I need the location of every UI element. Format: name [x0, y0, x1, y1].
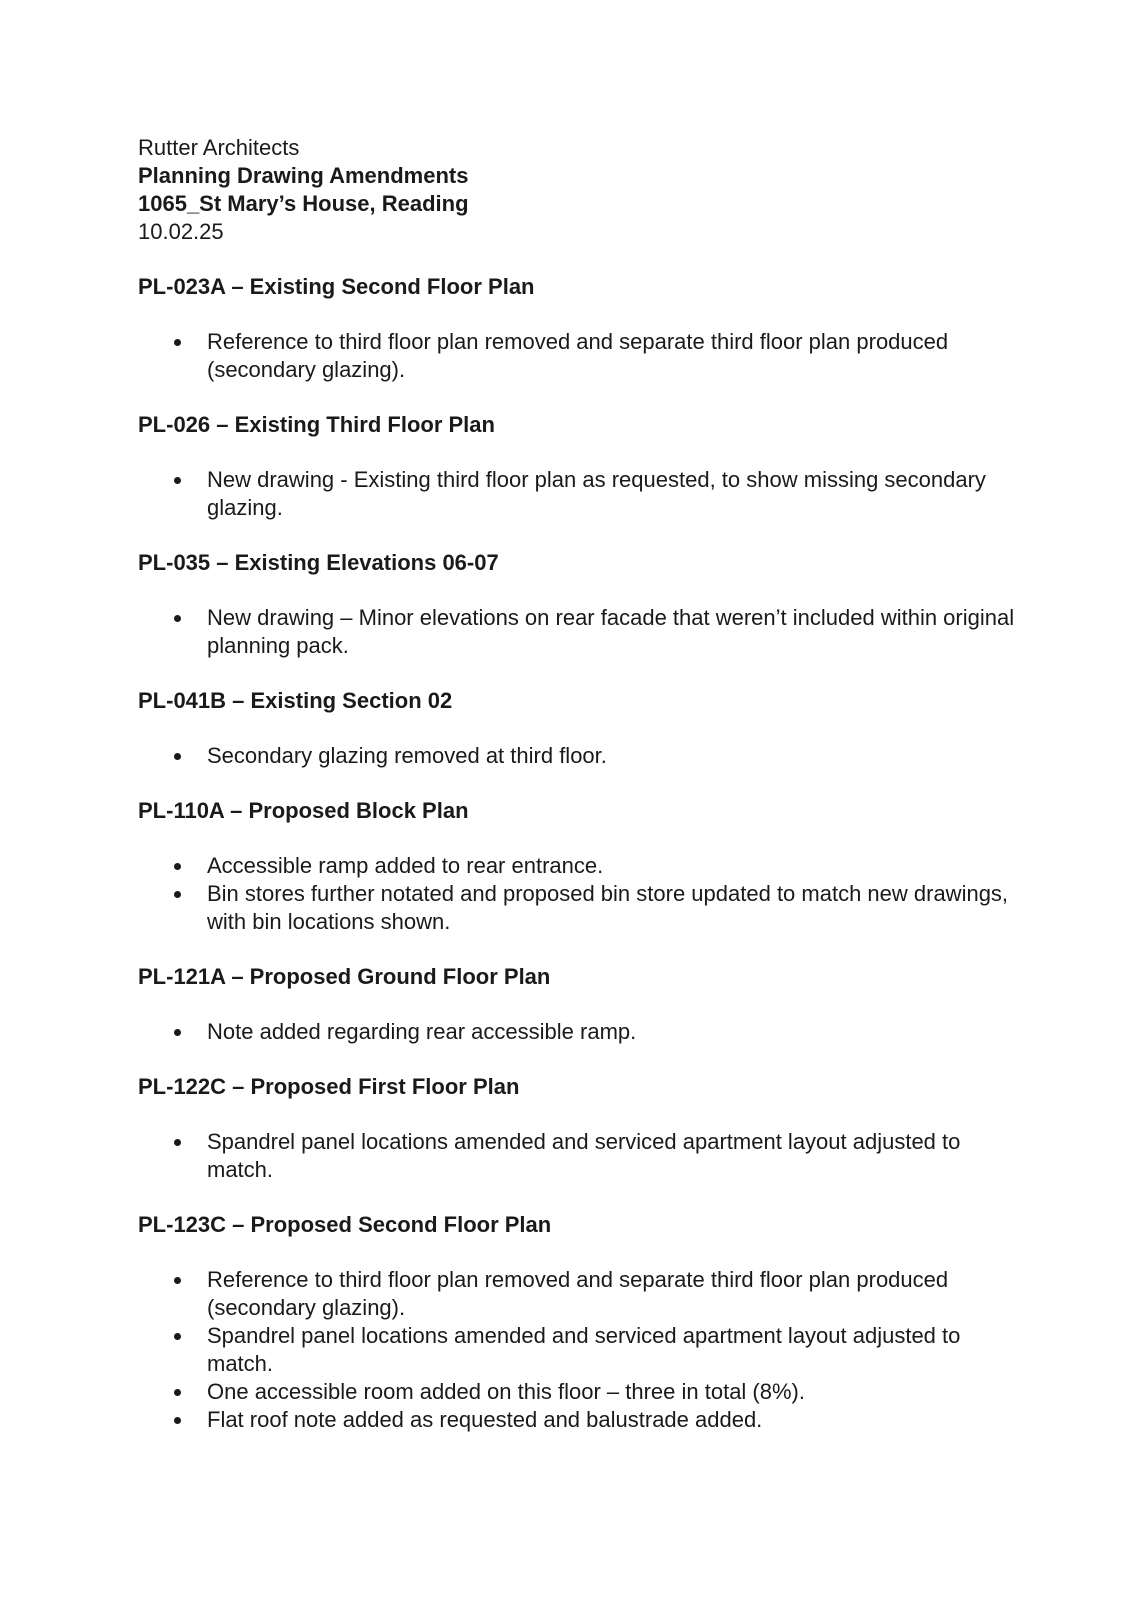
section-title: PL-110A – Proposed Block Plan [138, 798, 469, 823]
section-title: PL-026 – Existing Third Floor Plan [138, 412, 495, 437]
section-pl-123c [138, 1211, 1018, 1434]
document-header [138, 134, 1018, 246]
list-item: Secondary glazing removed at third floor. [138, 742, 1018, 770]
section-pl-035 [138, 549, 1018, 660]
bullet-list [138, 1018, 1018, 1046]
list-item: New drawing – Minor elevations on rear facade that weren’t included within original planning pack. [138, 604, 1018, 660]
bullet-list [138, 1128, 1018, 1184]
bullet-list [138, 1266, 1018, 1434]
bullet-list [138, 742, 1018, 770]
section-title: PL-023A – Existing Second Floor Plan [138, 274, 535, 299]
project-name: 1065_St Mary’s House, Reading [138, 191, 469, 216]
document-page [138, 134, 1018, 1434]
bullet-list [138, 852, 1018, 936]
bullet-list [138, 604, 1018, 660]
list-item: Accessible ramp added to rear entrance. [138, 852, 1018, 880]
section-pl-121a [138, 963, 1018, 1046]
document-title: Planning Drawing Amendments [138, 163, 469, 188]
section-pl-041b [138, 687, 1018, 770]
document-date: 10.02.25 [138, 219, 224, 244]
section-title: PL-122C – Proposed First Floor Plan [138, 1074, 520, 1099]
list-item: New drawing - Existing third floor plan as requested, to show missing secondary glazing. [138, 466, 1018, 522]
section-pl-026 [138, 411, 1018, 522]
company-name: Rutter Architects [138, 135, 300, 160]
section-title: PL-035 – Existing Elevations 06-07 [138, 550, 499, 575]
list-item: Reference to third floor plan removed and separate third floor plan produced (secondary glazing). [138, 328, 1018, 384]
list-item: Reference to third floor plan removed and separate third floor plan produced (secondary glazing). [138, 1266, 1018, 1322]
section-title: PL-041B – Existing Section 02 [138, 688, 453, 713]
list-item: One accessible room added on this floor – three in total (8%). [138, 1378, 1018, 1406]
section-title: PL-123C – Proposed Second Floor Plan [138, 1212, 552, 1237]
list-item: Flat roof note added as requested and balustrade added. [138, 1406, 1018, 1434]
section-pl-122c [138, 1073, 1018, 1184]
section-pl-110a [138, 797, 1018, 936]
bullet-list [138, 466, 1018, 522]
list-item: Spandrel panel locations amended and serviced apartment layout adjusted to match. [138, 1322, 1018, 1378]
list-item: Bin stores further notated and proposed bin store updated to match new drawings, with bin locations shown. [138, 880, 1018, 936]
list-item: Spandrel panel locations amended and serviced apartment layout adjusted to match. [138, 1128, 1018, 1184]
list-item: Note added regarding rear accessible ramp. [138, 1018, 1018, 1046]
bullet-list [138, 328, 1018, 384]
section-pl-023a [138, 273, 1018, 384]
section-title: PL-121A – Proposed Ground Floor Plan [138, 964, 551, 989]
